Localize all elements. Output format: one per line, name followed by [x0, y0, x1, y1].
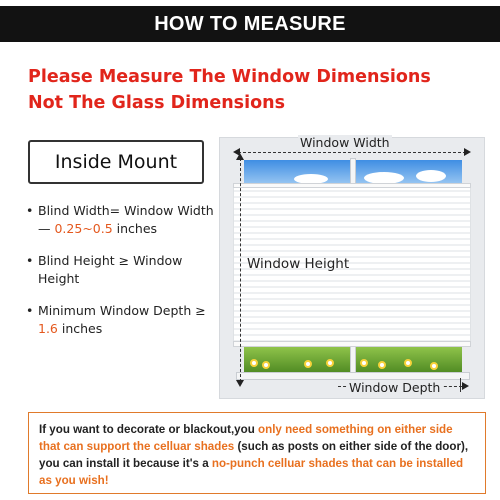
- depth-arrow-right-icon: [462, 382, 469, 390]
- depth-minimum: 1.6: [38, 321, 58, 336]
- daisy: [250, 359, 258, 367]
- installation-note: If you want to decorate or blackout,you only need something on either side that can support the celluar shades (such as posts on either side of the door), you can install it because it's a no-punch celluar shades that can be installed as you wish!: [28, 412, 486, 494]
- window-depth-label: Window Depth: [349, 380, 441, 395]
- cloud: [416, 170, 446, 182]
- daisy: [430, 362, 438, 370]
- window-grass-right: [356, 347, 462, 373]
- headline-line-1: Please Measure The Window Dimensions: [28, 67, 431, 87]
- note-highlight-no-punch: no-punch celluar shades that can be installed as you wish!: [39, 457, 464, 487]
- note-highlight-support: only need something on either side that can support the celluar shades: [39, 423, 453, 453]
- daisy: [378, 361, 386, 369]
- window-height-label: Window Height: [247, 256, 350, 272]
- inside-mount-label: Inside Mount: [28, 140, 204, 184]
- daisy: [404, 359, 412, 367]
- width-arrow-right-icon: [464, 148, 471, 156]
- bullet-dot: •: [26, 253, 34, 268]
- window-grass-left: [244, 347, 350, 373]
- window-sill: [236, 372, 470, 380]
- shade-top-rail: [233, 183, 471, 188]
- daisy: [262, 361, 270, 369]
- height-arrow-up-icon: [236, 153, 244, 160]
- headline: [28, 64, 488, 116]
- daisy: [360, 359, 368, 367]
- window-center-mullion-bottom: [350, 345, 356, 375]
- shade-bottom-rail: [233, 341, 471, 347]
- bullet-blind-height: • Blind Height ≥ Window Height: [26, 253, 183, 286]
- bullet-dot: •: [26, 203, 34, 218]
- window-width-label: Window Width: [300, 135, 390, 150]
- bullet-blind-width: • Blind Width= Window Width — 0.25~0.5 inches: [26, 203, 214, 236]
- headline-line-2: Not The Glass Dimensions: [28, 93, 285, 113]
- height-dimension-line: [240, 158, 241, 382]
- bullet-dot: •: [26, 303, 34, 318]
- height-arrow-down-icon: [236, 380, 244, 387]
- measure-bullet-list: [26, 202, 222, 352]
- width-dimension-line: [238, 152, 466, 153]
- daisy: [304, 360, 312, 368]
- how-to-measure-banner: HOW TO MEASURE: [0, 6, 500, 42]
- depth-tick: [460, 378, 461, 392]
- bullet-window-depth: • Minimum Window Depth ≥ 1.6 inches: [26, 303, 206, 336]
- daisy: [326, 359, 334, 367]
- width-tolerance: 0.25~0.5: [54, 221, 113, 236]
